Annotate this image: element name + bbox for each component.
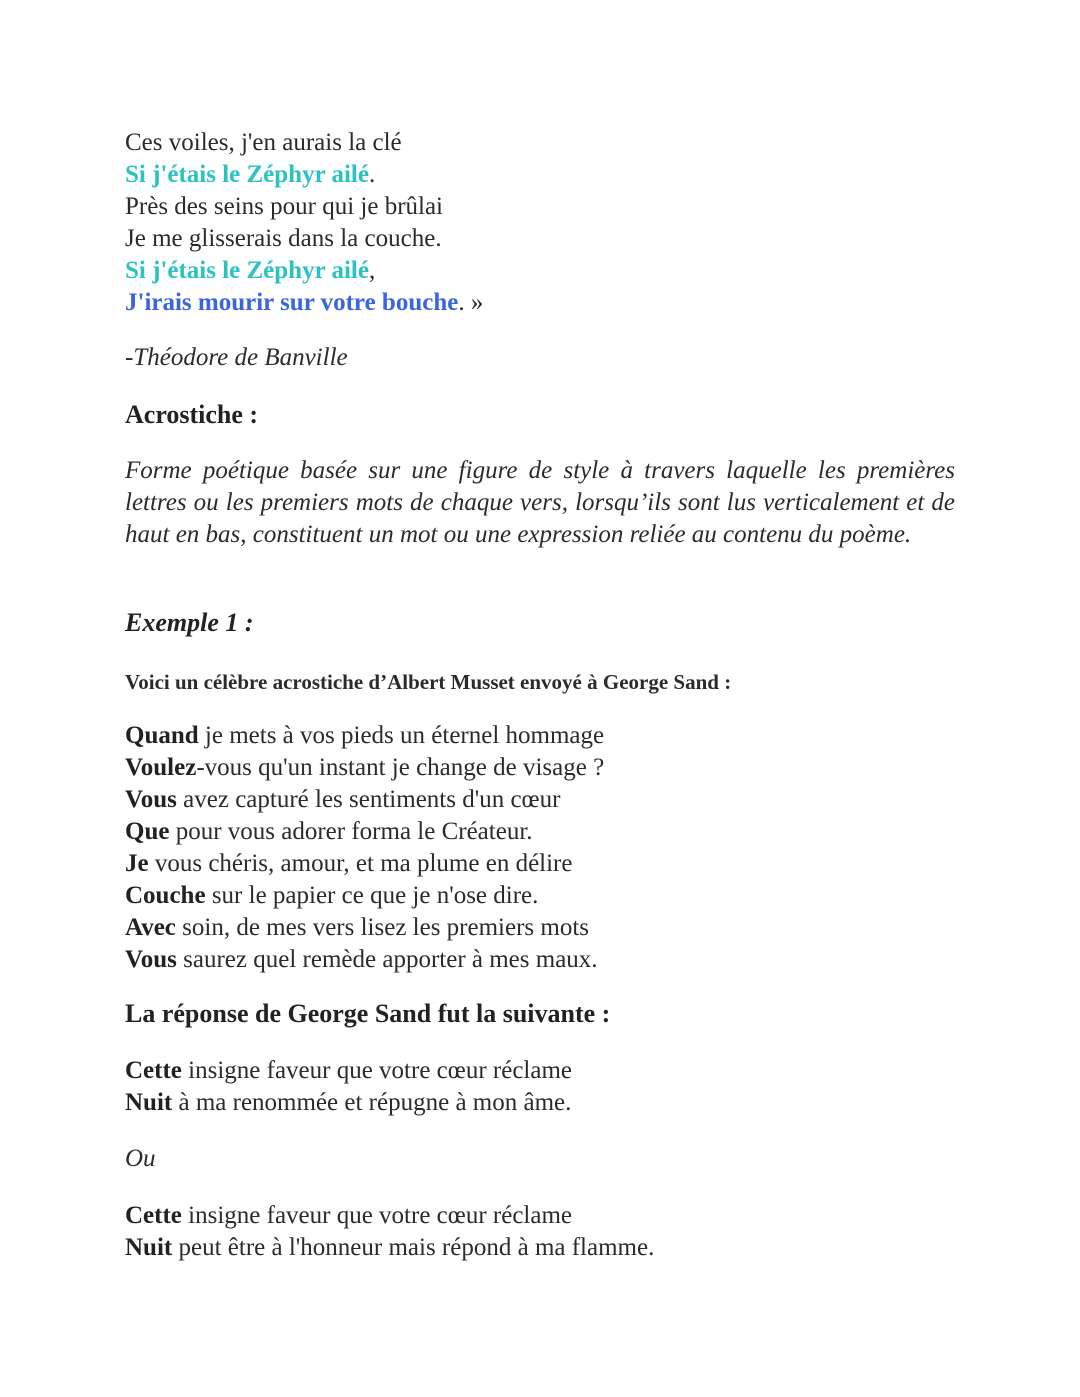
poem-line (125, 912, 955, 944)
poem-line: Je me glisserais dans la couche. (125, 225, 442, 252)
example-heading: Exemple 1 : (125, 608, 254, 637)
poem-line (125, 1232, 955, 1264)
poem-line: Près des seins pour qui je brûlai (125, 193, 444, 220)
definition-paragraph: Forme poétique basée sur une figure de style à travers laquelle les premières lettres ou les premiers mots de chaque vers, lorsqu’ils sont lus verticalement et de haut en bas, constituent un mot ou une expression reliée au contenu du poème. (125, 457, 955, 548)
line-rest: sur le papier ce que je n'ose dire. (205, 882, 539, 909)
acrostic-first-word: Je (125, 850, 149, 877)
highlighted-refrain: Si j'étais le Zéphyr ailé (125, 257, 369, 284)
acrostic-first-word: Vous (125, 946, 177, 973)
acrostic-first-word: Vous (125, 786, 177, 813)
punctuation: . » (458, 289, 484, 316)
poem-line (125, 159, 955, 191)
line-rest: avez capturé les sentiments d'un cœur (176, 786, 561, 813)
acrostic-first-word: Avec (125, 914, 176, 941)
poem-line (125, 720, 955, 752)
line-rest: soin, de mes vers lisez les premiers mots (175, 914, 590, 941)
line-rest: à ma renommée et répugne à mon âme. (172, 1089, 572, 1116)
acrostic-first-word: Nuit (125, 1089, 173, 1116)
highlighted-refrain: Si j'étais le Zéphyr ailé (125, 161, 369, 188)
acrostic-first-word: Couche (125, 882, 206, 909)
musset-acrostic (125, 720, 955, 976)
poem-line (125, 752, 955, 784)
poem-line (125, 1087, 955, 1119)
poem-line (125, 255, 955, 287)
example-intro: Voici un célèbre acrostiche d’Albert Musset envoyé à George Sand : (125, 670, 732, 694)
line-rest: je mets à vos pieds un éternel hommage (198, 722, 605, 749)
poem-line (125, 1200, 955, 1232)
or-label: Ou (125, 1145, 156, 1172)
acrostic-first-word: Nuit (125, 1234, 173, 1261)
line-rest: -vous qu'un instant je change de visage ? (196, 754, 605, 781)
punctuation: . (368, 161, 376, 188)
poem-line (125, 287, 955, 319)
poem-line (125, 784, 955, 816)
sand-acrostic-2 (125, 1200, 955, 1264)
line-rest: insigne faveur que votre cœur réclame (181, 1202, 573, 1229)
section-heading: Acrostiche : (125, 400, 259, 429)
punctuation: , (368, 257, 376, 284)
acrostic-first-word: Cette (125, 1057, 182, 1084)
line-rest: vous chéris, amour, et ma plume en délire (148, 850, 573, 877)
acrostic-first-word: Que (125, 818, 170, 845)
line-rest: insigne faveur que votre cœur réclame (181, 1057, 573, 1084)
acrostic-first-word: Voulez (125, 754, 197, 781)
line-rest: pour vous adorer forma le Créateur. (169, 818, 533, 845)
poem-line (125, 944, 955, 976)
attribution: -Théodore de Banville (125, 344, 348, 371)
poem-line: Ces voiles, j'en aurais la clé (125, 129, 402, 156)
line-rest: peut être à l'honneur mais répond à ma flamme. (172, 1234, 655, 1261)
poem-line (125, 848, 955, 880)
response-heading: La réponse de George Sand fut la suivante : (125, 999, 611, 1028)
highlighted-final-line: J'irais mourir sur votre bouche (125, 289, 459, 316)
poem-line (125, 1055, 955, 1087)
poem-line (125, 816, 955, 848)
line-rest: saurez quel remède apporter à mes maux. (176, 946, 598, 973)
poem-excerpt (125, 127, 955, 319)
acrostic-first-word: Quand (125, 722, 199, 749)
acrostic-first-word: Cette (125, 1202, 182, 1229)
poem-line (125, 880, 955, 912)
sand-acrostic-1 (125, 1055, 955, 1119)
